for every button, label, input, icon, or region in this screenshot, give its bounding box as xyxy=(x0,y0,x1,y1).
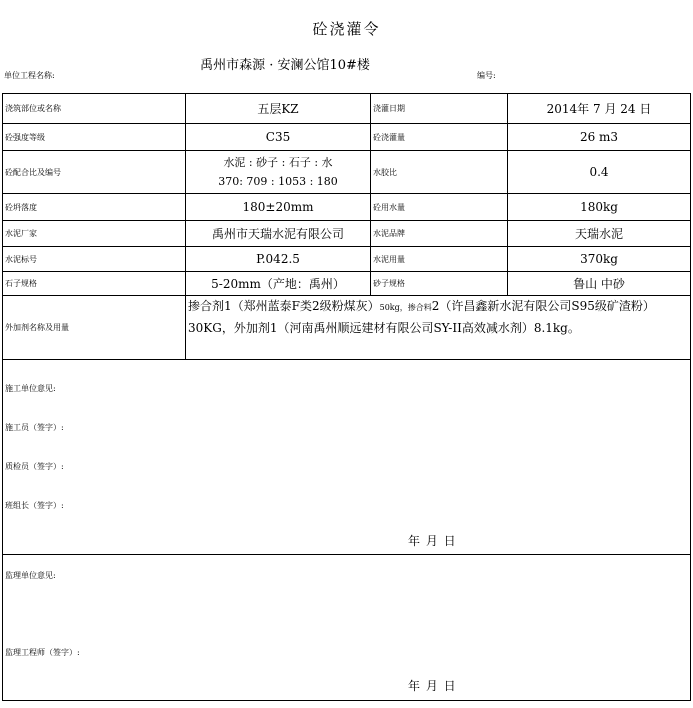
cement-grade-value: P.042.5 xyxy=(186,247,371,272)
construction-opinion-section xyxy=(3,360,691,555)
pour-part-value: 五层KZ xyxy=(186,94,371,124)
table-row xyxy=(3,94,691,124)
construction-date: 年 月 日 xyxy=(408,534,457,548)
quality-inspector-signature: 质检员（签字）: xyxy=(5,462,64,471)
admixture-text-3: 2（许昌鑫新水泥有限公司S95级矿渣粉）30KG，外加剂1（河南禹州顺远建材有限公司SY-II高效减水剂）8.1kg。 xyxy=(188,299,655,335)
table-row xyxy=(3,194,691,221)
admixture-label: 外加剂名称及用量 xyxy=(3,296,186,360)
cement-maker-value: 禹州市天瑞水泥有限公司 xyxy=(186,221,371,247)
cement-amount-value: 370kg xyxy=(508,247,691,272)
cement-amount-label: 水泥用量 xyxy=(371,247,508,272)
strength-label: 砼强度等级 xyxy=(3,124,186,151)
construction-worker-signature: 施工员（签字）: xyxy=(5,423,64,432)
project-name-label: 单位工程名称: xyxy=(4,71,55,80)
pour-part-label: 浇筑部位或名称 xyxy=(3,94,186,124)
table-row xyxy=(3,221,691,247)
admixture-text-2: 50kg，掺合料 xyxy=(379,303,432,312)
stone-label: 石子规格 xyxy=(3,272,186,296)
team-leader-signature: 班组长（签字）: xyxy=(5,501,64,510)
project-name-value: 禹州市森源 · 安澜公馆10#楼 xyxy=(200,58,370,73)
table-row xyxy=(3,151,691,194)
table-row xyxy=(3,296,691,360)
strength-value: C35 xyxy=(186,124,371,151)
water-label: 砼用水量 xyxy=(371,194,508,221)
pour-volume-label: 砼浇灌量 xyxy=(371,124,508,151)
slump-value: 180±20mm xyxy=(186,194,371,221)
cement-brand-value: 天瑞水泥 xyxy=(508,221,691,247)
table-row xyxy=(3,124,691,151)
supervision-unit-opinion: 监理单位意见: xyxy=(5,571,56,580)
water-value: 180kg xyxy=(508,194,691,221)
sand-label: 砂子规格 xyxy=(371,272,508,296)
mix-ratio-line2: 370: 709 : 1053 : 180 xyxy=(218,175,338,188)
pour-date-value: 2014年 7 月 24 日 xyxy=(508,94,691,124)
stone-value: 5-20mm（产地：禹州） xyxy=(186,272,371,296)
pour-volume-value: 26 m3 xyxy=(508,124,691,151)
admixture-text-1: 掺合剂1（郑州蓝泰F类2级粉煤灰） xyxy=(188,299,380,313)
construction-unit-opinion: 施工单位意见: xyxy=(5,384,56,393)
pour-order-table xyxy=(2,93,691,701)
wc-ratio-value: 0.4 xyxy=(508,151,691,194)
table-row xyxy=(3,247,691,272)
pour-date-label: 浇灌日期 xyxy=(371,94,508,124)
mix-ratio-label: 砼配合比及编号 xyxy=(3,151,186,194)
number-label: 编号: xyxy=(477,71,496,80)
sand-value: 鲁山 中砂 xyxy=(508,272,691,296)
construction-opinion-cell xyxy=(3,360,691,555)
cement-brand-label: 水泥品牌 xyxy=(371,221,508,247)
cement-maker-label: 水泥厂家 xyxy=(3,221,186,247)
supervision-engineer-signature: 监理工程师（签字）: xyxy=(5,648,80,657)
table-row xyxy=(3,272,691,296)
admixture-value xyxy=(186,296,691,360)
document-title: 砼浇灌令 xyxy=(312,20,381,38)
supervision-opinion-section xyxy=(3,555,691,701)
wc-ratio-label: 水胶比 xyxy=(371,151,508,194)
supervision-date: 年 月 日 xyxy=(408,679,457,693)
mix-ratio-line1: 水泥 : 砂子 : 石子 : 水 xyxy=(223,156,333,169)
supervision-opinion-cell xyxy=(3,555,691,701)
mix-ratio-value xyxy=(186,151,371,194)
slump-label: 砼坍落度 xyxy=(3,194,186,221)
cement-grade-label: 水泥标号 xyxy=(3,247,186,272)
